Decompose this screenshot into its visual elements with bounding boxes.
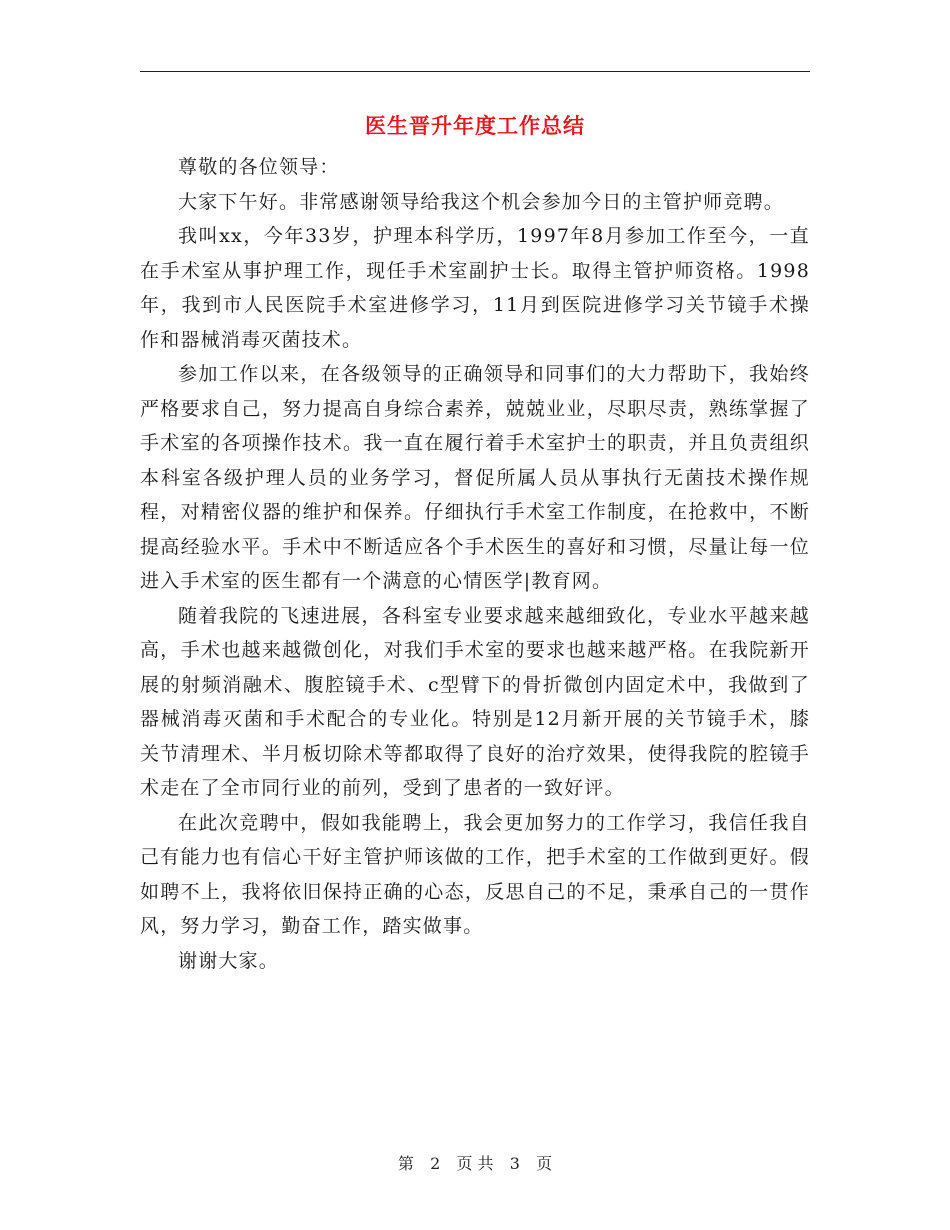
footer-suffix: 页 — [536, 1154, 553, 1173]
paragraph-commitment: 在此次竞聘中，假如我能聘上，我会更加努力的工作学习，我信任我自己有能力也有信心干好主管护师该做的工作，把手术室的工作做到更好。假如聘不上，我将依旧保持正确的心态，反思自己的不足，秉承自己的一贯作风，努力学习，勤奋工作，踏实做事。 — [140, 811, 810, 937]
footer-prefix: 第 — [397, 1154, 414, 1173]
document-title: 医生晋升年度工作总结 — [365, 113, 585, 138]
paragraph-work-experience: 参加工作以来，在各级领导的正确领导和同事们的大力帮助下，我始终严格要求自己，努力提高自身综合素养，兢兢业业，尽职尽责，熟练掌握了手术室的各项操作技术。我一直在履行着手术室护士的职责，并且负责组织本科室各级护理人员的业务学习，督促所属人员从事执行无菌技术操作规程，对精密仪器的维护和保养。仔细执行手术室工作制度，在抢救中，不断提高经验水平。手术中不断适应各个手术医生的喜好和习惯，尽量让每一位进入手术室的医生都有一个满意的心情医学|教育网。 — [140, 363, 810, 592]
page-footer — [0, 1152, 950, 1176]
footer-current-page: 2 — [430, 1154, 441, 1173]
document-body — [140, 150, 810, 978]
paragraph-introduction: 我叫xx，今年33岁，护理本科学历，1997年8月参加工作至今，一直在手术室从事护理工作，现任手术室副护士长。取得主管护师资格。1998年，我到市人民医院手术室进修学习，11月到医院进修学习关节镜手术操作和器械消毒灭菌技术。 — [140, 225, 810, 351]
paragraph-hospital-development: 随着我院的飞速进展，各科室专业要求越来越细致化，专业水平越来越高，手术也越来越微创化，对我们手术室的要求也越来越严格。在我院新开展的射频消融术、腹腔镜手术、c型臂下的骨折微创内固定术中，我做到了器械消毒灭菌和手术配合的专业化。特别是12月新开展的关节镜手术，膝关节清理术、半月板切除术等都取得了良好的治疗效果，使得我院的腔镜手术走在了全市同行业的前列，受到了患者的一致好评。 — [140, 604, 810, 799]
footer-total-pages: 3 — [509, 1154, 520, 1173]
header-rule — [140, 71, 810, 72]
closing-thanks: 谢谢大家。 — [178, 949, 280, 972]
footer-middle: 页 共 — [456, 1154, 494, 1173]
salutation: 尊敬的各位领导： — [178, 156, 340, 178]
paragraph-greeting: 大家下午好。非常感谢领导给我这个机会参加今日的主管护师竞聘。 — [178, 190, 785, 213]
